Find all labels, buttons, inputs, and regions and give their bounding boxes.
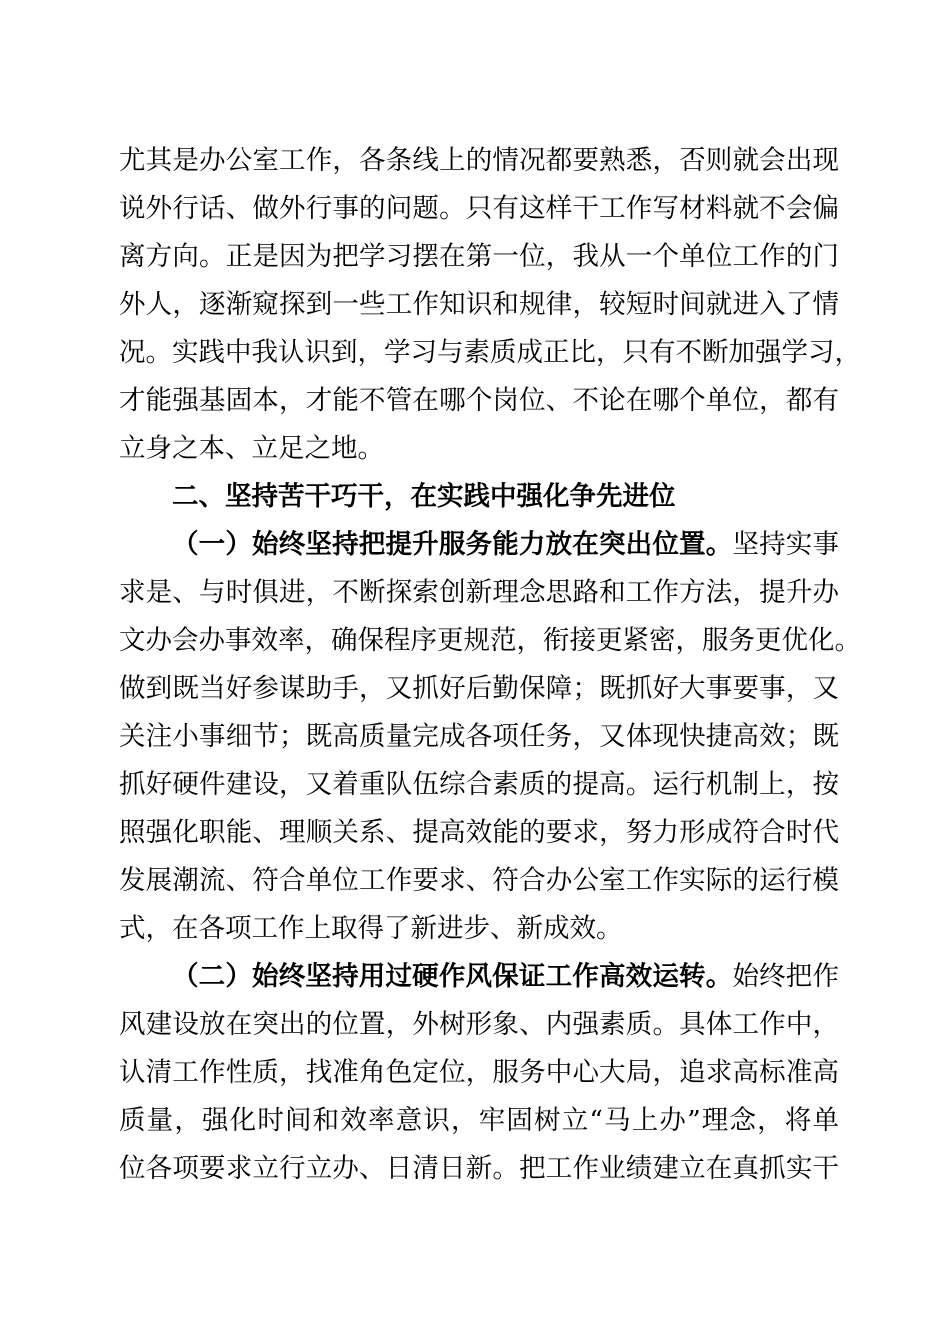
subsection-2-first-line <box>172 953 839 1001</box>
paragraph-line: 抓好硬件建设，又着重队伍综合素质的提高。运行机制上，按 <box>119 769 839 800</box>
paragraph-line: 质量，强化时间和效率意识，牢固树立“马上办”理念，将单 <box>119 1105 839 1136</box>
paragraph-line: 说外行话、做外行事的问题。只有这样干工作写材料就不会偏 <box>119 193 839 224</box>
paragraph-line: 离方向。正是因为把学习摆在第一位，我从一个单位工作的门 <box>119 241 839 272</box>
subsection-1-title: （一）始终坚持把提升服务能力放在突出位置。 <box>172 529 733 560</box>
paragraph-line: 式，在各项工作上取得了新进步、新成效。 <box>119 913 623 944</box>
paragraph-line: 求是、与时俱进，不断探索创新理念思路和工作方法，提升办 <box>119 577 839 608</box>
paragraph-line: 关注小事细节；既高质量完成各项任务，又体现快捷高效；既 <box>119 721 839 752</box>
subsection-2-title: （二）始终坚持用过硬作风保证工作高效运转。 <box>172 961 733 992</box>
paragraph-line: 况。实践中我认识到，学习与素质成正比，只有不断加强学习， <box>119 337 861 368</box>
paragraph-line: 才能强基固本，才能不管在哪个岗位、不论在哪个单位，都有 <box>119 385 839 416</box>
paragraph-line: 认清工作性质，找准角色定位，服务中心大局，追求高标准高 <box>119 1057 839 1088</box>
subsection-1-first-line <box>172 521 839 569</box>
paragraph-line: 尤其是办公室工作，各条线上的情况都要熟悉，否则就会出现 <box>119 145 839 176</box>
paragraph-line: 立身之本、立足之地。 <box>119 433 384 464</box>
subsection-1-text: 坚持实事 <box>732 529 839 560</box>
paragraph-line: 做到既当好参谋助手，又抓好后勤保障；既抓好大事要事，又 <box>119 673 839 704</box>
paragraph-line: 风建设放在突出的位置，外树形象、内强素质。具体工作中， <box>119 1009 839 1040</box>
section-heading: 二、坚持苦干巧干，在实践中强化争先进位 <box>172 481 676 512</box>
paragraph-line: 发展潮流、符合单位工作要求、符合办公室工作实际的运行模 <box>119 865 839 896</box>
paragraph-line: 文办会办事效率，确保程序更规范，衔接更紧密，服务更优化。 <box>119 625 861 656</box>
paragraph-line: 外人，逐渐窥探到一些工作知识和规律，较短时间就进入了情 <box>119 289 839 320</box>
paragraph-line: 位各项要求立行立办、日清日新。把工作业绩建立在真抓实干 <box>119 1153 839 1184</box>
paragraph-line: 照强化职能、理顺关系、提高效能的要求，努力形成符合时代 <box>119 817 839 848</box>
subsection-2-text: 始终把作 <box>732 961 839 992</box>
